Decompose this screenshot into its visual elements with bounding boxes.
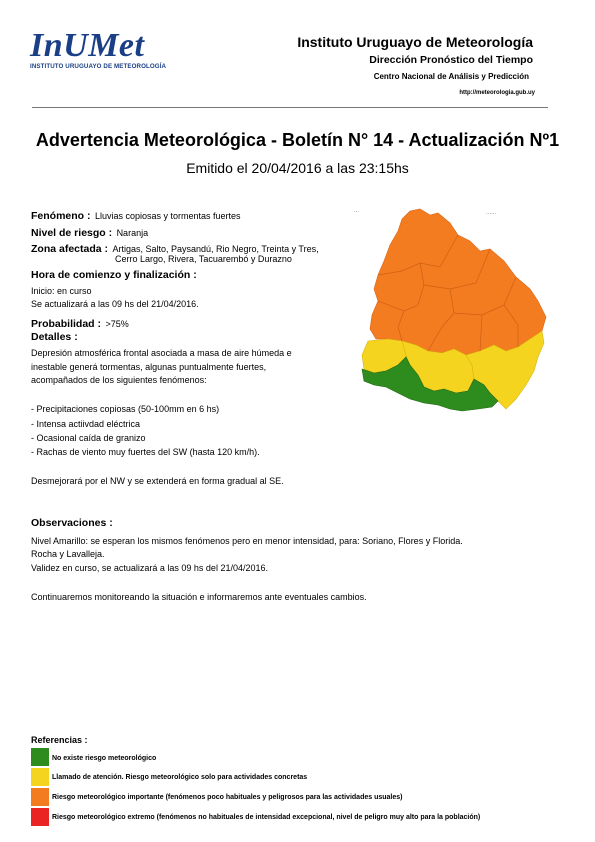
risk-label: Nivel de riesgo : [31,227,113,239]
issued-date: Emitido el 20/04/2016 a las 23:15hs [186,160,409,176]
website-link[interactable]: http://meteorologia.gub.uy [459,90,535,96]
observation-line4: Continuaremos monitoreando la situación e informaremos ante eventuales cambios. [31,592,367,602]
direction-name: Dirección Pronóstico del Tiempo [369,54,533,66]
observation-line2: Rocha y Lavalleja. [31,549,105,559]
legend-text-green: No existe riesgo meteorológico [52,755,157,762]
center-name: Centro Nacional de Análisis y Predicción [373,72,529,81]
logo-subtitle: INSTITUTO URUGUAYO DE METEOROLOGÍA [30,63,167,70]
legend-swatch-orange [31,788,49,806]
phenomenon-row [31,206,241,224]
time-start: Inicio: en curso [31,286,92,296]
bullet-hail: - Ocasional caída de granizo [31,433,146,443]
observation-line1: Nivel Amarillo: se esperan los mismos fenómenos pero en menor intensidad, para: Soriano, Flores y Florida. [31,536,463,546]
risk-value: Naranja [116,228,149,238]
bullet-electric: - Intensa actiivdad eléctrica [31,419,141,429]
zone-label: Zona afectada : [31,243,109,255]
institute-name: Instituto Uruguayo de Meteorología [297,34,533,50]
logo-wordmark: InUMet [30,27,145,64]
details-label: Detalles : [31,331,78,343]
observations-label: Observaciones : [31,517,113,529]
bullet-precipitation: - Precipitaciones copiosas (50-100mm en 6 hs) [31,404,220,414]
observation-line3: Validez en curso, se actualizará a las 09 hs del 21/04/2016. [31,563,268,573]
map-mark-left: ... [354,208,360,214]
legend-text-orange: Riesgo meteorológico importante (fenómenos poco habituales y peligrosos para las actividades usuales) [52,794,403,801]
time-label: Hora de comienzo y finalización : [31,269,197,281]
legend-text-yellow: Llamado de atención. Riesgo meteorológico solo para actividades concretas [52,774,308,781]
map-mark-right: ...... [486,210,497,216]
map-region-orange [370,209,546,355]
details-line3: acompañados de los siguientes fenómenos: [31,375,207,385]
legend-swatch-red [31,808,49,826]
details-line1: Depresión atmosférica frontal asociada a masa de aire húmeda e [31,348,292,358]
legend-swatch-green [31,748,49,766]
zone-value-line1: Artigas, Salto, Paysandú, Rio Negro, Treinta y Tres, [112,244,319,254]
bulletin-title: Advertencia Meteorológica - Boletín N° 14 - Actualización Nº1 [35,130,560,150]
legend-text-red: Riesgo meteorológico extremo (fenómenos no habituales de intensidad excepcional, nivel de peligro muy alto para la población) [52,814,481,821]
references-label: Referencias : [31,735,88,745]
header-divider [32,107,548,108]
probability-row [31,314,129,332]
legend-swatch-yellow [31,768,49,786]
zone-value-line2: Cerro Largo, Rivera, Tacuarembó y Durazno [115,254,292,264]
improvement-note: Desmejorará por el NW y se extenderá en forma gradual al SE. [31,476,284,486]
uruguay-risk-map [358,205,552,417]
phenomenon-value: Lluvias copiosas y tormentas fuertes [94,211,241,221]
details-line2: inestable generá tormentas, algunas puntualmente fuertes, [31,362,267,372]
probability-value: >75% [105,319,129,329]
time-update: Se actualizará a las 09 hs del 21/04/2016. [31,299,199,309]
phenomenon-label: Fenómeno : [31,210,91,222]
probability-label: Probabilidad : [31,318,102,330]
bullet-wind: - Rachas de viento muy fuertes del SW (hasta 120 km/h). [31,447,260,457]
